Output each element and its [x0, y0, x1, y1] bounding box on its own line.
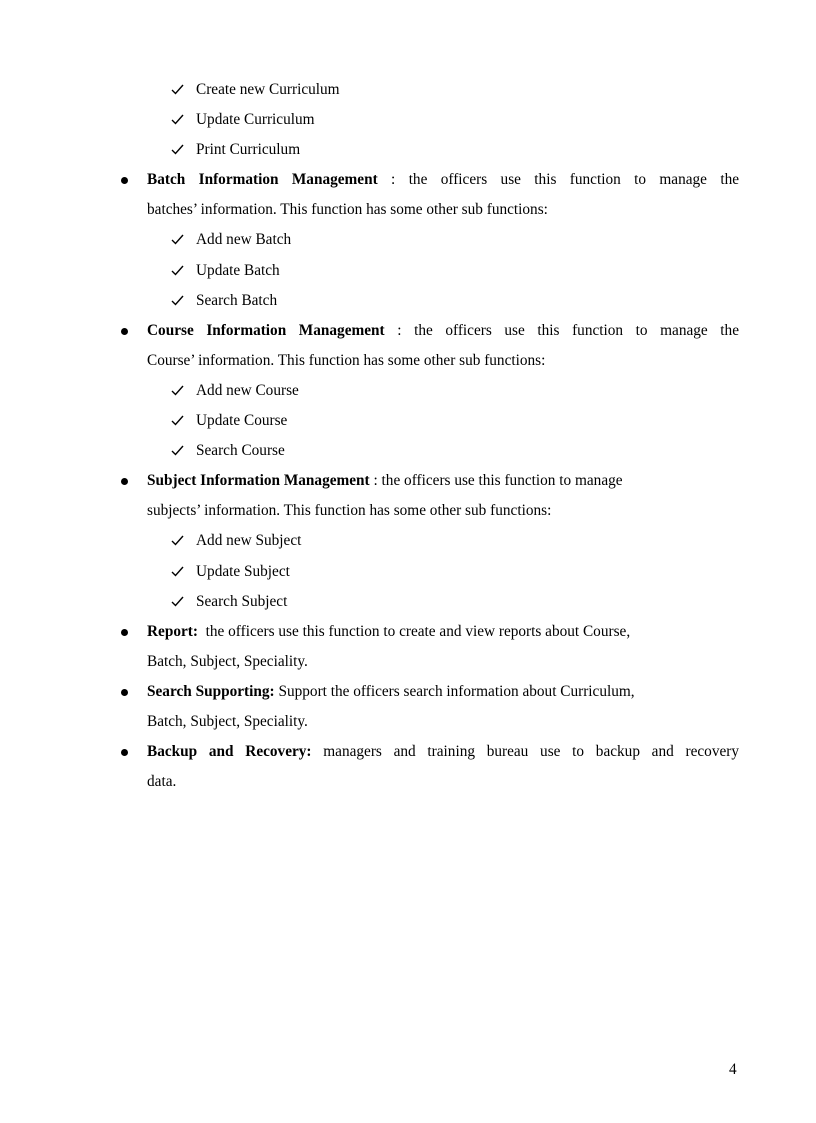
- sub-item-label: Search Batch: [196, 291, 278, 309]
- list-item: [0, 256, 816, 286]
- sub-item-label: Update Subject: [196, 562, 290, 580]
- section-description-continued: Batch, Subject, Speciality.: [147, 652, 308, 670]
- section-title: Subject Information Management: [147, 472, 370, 490]
- sub-item-label: Update Curriculum: [196, 111, 315, 129]
- sub-item-label: Search Course: [196, 442, 285, 460]
- list-item: [0, 225, 816, 255]
- checkmark-icon: [171, 436, 187, 466]
- section-description-continued: Course’ information. This function has some other sub functions:: [147, 351, 546, 369]
- section-description: Support the officers search information about Curriculum,: [278, 682, 635, 700]
- list-item: [0, 526, 816, 556]
- list-item: [0, 376, 816, 406]
- section-description: the officers use this function to create and view reports about Course,: [205, 622, 631, 640]
- sub-item-label: Add new Subject: [196, 532, 302, 550]
- list-item: [0, 75, 816, 105]
- sub-item-label: Print Curriculum: [196, 141, 301, 159]
- checkmark-icon: [171, 105, 187, 135]
- section-description-continued: data.: [147, 773, 177, 791]
- section-title: Search Supporting:: [147, 682, 275, 700]
- bullet-icon: [121, 689, 128, 696]
- section-title: Report:: [147, 622, 198, 640]
- checkmark-icon: [171, 587, 187, 617]
- list-item: [0, 587, 816, 617]
- bullet-icon: [121, 629, 128, 636]
- section-description-continued: batches’ information. This function has some other sub functions:: [147, 201, 548, 219]
- sub-item-label: Add new Course: [196, 381, 299, 399]
- bullet-icon: [121, 177, 128, 184]
- bullet-icon: [121, 328, 128, 335]
- section-description: the officers use this function to manage the: [408, 171, 740, 189]
- section-description-continued: subjects’ information. This function has some other sub functions:: [147, 502, 552, 520]
- bullet-item-search-supporting: [0, 677, 816, 707]
- section-title: Backup and Recovery:: [147, 743, 312, 761]
- sub-item-label: Create new Curriculum: [196, 81, 340, 98]
- bullet-icon: [121, 749, 128, 756]
- bullet-item-backup-recovery: [0, 737, 816, 767]
- checkmark-icon: [171, 75, 187, 105]
- checkmark-icon: [171, 406, 187, 436]
- checkmark-icon: [171, 376, 187, 406]
- bullet-item-report: [0, 617, 816, 647]
- section-description: the officers use this function to manage: [381, 472, 623, 490]
- bullet-item-subject-management: Subject Information Management : the officers use this function to manage: [0, 466, 816, 496]
- list-item: [0, 436, 816, 466]
- list-item: [0, 286, 816, 316]
- checkmark-icon: [171, 256, 187, 286]
- section-description-continued: Batch, Subject, Speciality.: [147, 712, 308, 730]
- sub-item-label: Update Course: [196, 412, 288, 430]
- list-item: [0, 135, 816, 165]
- list-item: [0, 105, 816, 135]
- bullet-item-batch-management: Batch Information Management : the officers use this function to manage the: [0, 165, 816, 195]
- sub-item-label: Search Subject: [196, 592, 288, 610]
- section-description: managers and training bureau use to backup and recovery: [323, 743, 739, 761]
- checkmark-icon: [171, 135, 187, 165]
- list-item: [0, 406, 816, 436]
- section-title: Batch Information Management: [147, 171, 378, 189]
- checkmark-icon: [171, 557, 187, 587]
- section-description: the officers use this function to manage the: [414, 321, 739, 339]
- page-content: [0, 75, 816, 797]
- bullet-item-course-management: Course Information Management : the officers use this function to manage the: [0, 316, 816, 346]
- sub-item-label: Add new Batch: [196, 231, 292, 249]
- checkmark-icon: [171, 526, 187, 556]
- checkmark-icon: [171, 286, 187, 316]
- checkmark-icon: [171, 225, 187, 255]
- section-title: Course Information Management: [147, 321, 385, 339]
- bullet-icon: [121, 478, 128, 485]
- page-number: 4: [729, 1061, 737, 1078]
- sub-item-label: Update Batch: [196, 261, 280, 279]
- list-item: [0, 557, 816, 587]
